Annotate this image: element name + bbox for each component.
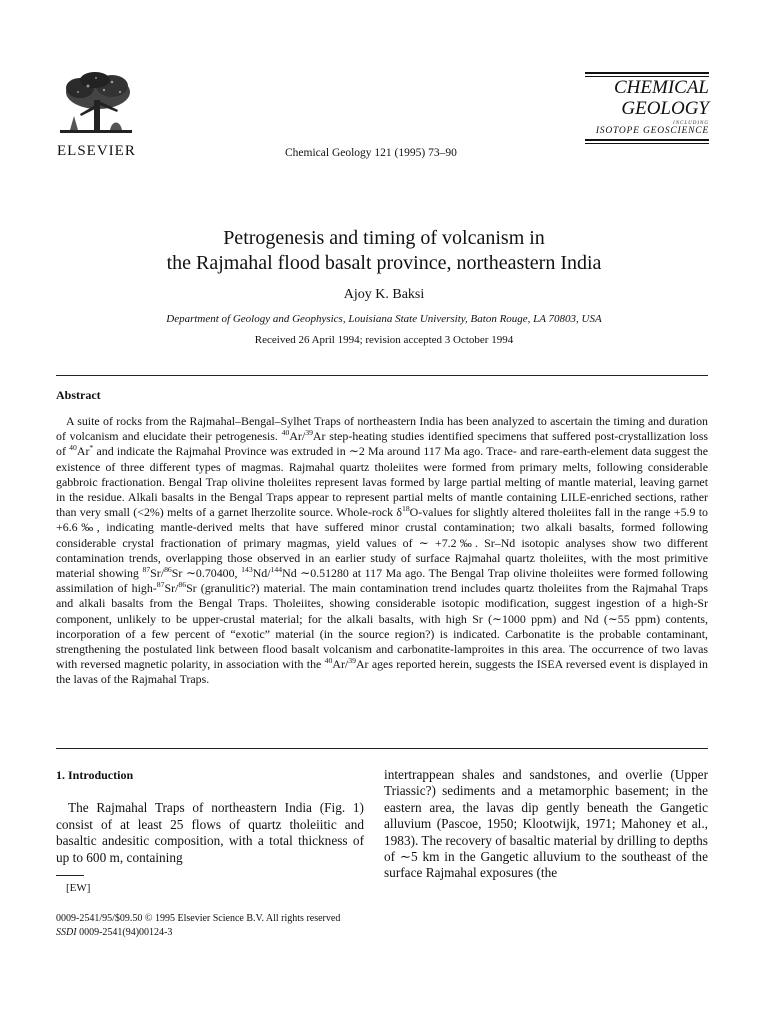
isotope-mass: 39 xyxy=(305,428,313,438)
masthead-rule-bottom xyxy=(585,139,709,141)
abstract-text: Sr ∼0.70400, xyxy=(171,566,242,581)
isotope-mass: 87 xyxy=(156,580,165,590)
isotope-mass: 18 xyxy=(401,504,410,514)
received-dates: Received 26 April 1994; revision accepted 3 October 1994 xyxy=(254,334,514,346)
abstract-heading: Abstract xyxy=(56,388,101,402)
isotope-mass: 39 xyxy=(348,656,356,666)
abstract-text: Ar step-heating studies identified specimens that suffered post-crystallization loss of xyxy=(56,429,708,459)
abstract-text: O-values for slightly altered tholeiites fall in the range +5.9 to +6.6‰, indicating mantle-derived melts that have suffered minor crustal contamination; two alkali basalts, formed following considerable crystal fractionation of primary magmas, yield values of ∼ +7.2‰. Sr–Nd isotopic analyses show two different contamination trends, overlapping those observed in an earlier study of surface Rajmahal quartz tholeiites, with the most primitive material showing xyxy=(56,505,708,581)
ssdi-label: SSDI xyxy=(56,927,77,938)
journal-including: INCLUDING xyxy=(673,121,709,126)
isotope-mass: 86 xyxy=(164,565,172,575)
journal-title-line2: GEOLOGY xyxy=(621,98,709,119)
abstract-text: Ar/ xyxy=(289,429,306,444)
journal-masthead xyxy=(585,72,709,144)
isotope-mass: 86 xyxy=(178,580,187,590)
isotope-mass: 143 xyxy=(241,565,253,575)
author-affiliation: Department of Geology and Geophysics, Louisiana State University, Baton Rouge, LA 70803, USA xyxy=(166,313,602,325)
intro-column-right: intertrappean shales and sandstones, and overlie (Upper Triassic?) sediments and a metamorphic basement; in the eastern area, the lavas dip gently beneath the Gangetic alluvium (Pascoe, 1950; Klootwijk, 1971; Mahoney et al., 1983). The recovery of basaltic material by drilling to depths of ∼5 km in the Gangetic alluvium to the southeast of the surface Rajmahal exposures (the xyxy=(384,767,708,881)
abstract-text: Nd ∼0.51280 at 117 Ma ago. The Bengal Trap olivine tholeiites were formed following assimilation of high- xyxy=(56,566,708,596)
section-heading-introduction: 1. Introduction xyxy=(56,768,134,782)
journal-title-line1: CHEMICAL xyxy=(614,77,709,98)
abstract-text: Sr/ xyxy=(164,581,179,596)
abstract-text: Sr (granulitic?) material. The main contamination trend includes quartz tholeiites from the Rajmahal Traps and alkali basalts from the Bengal Traps. Tholeiites, showing considerable isotopic modification, suggest ingestion of a high-Sr component, unlikely to be upper-crustal material; for the alkali basalts, with high Sr (∼1000 ppm) and Nd (∼55 ppm) contents, incorporation of a few percent of “exotic” material (in the source region?) is indicated. Carbonatite is the probable contaminant, strengthening the postulated link between flood basalt volcanism and carbonatite-lamproites in this area. The occurrence of two lavas with reversed magnetic polarity, in association with the xyxy=(56,581,709,672)
author-name: Ajoy K. Baksi xyxy=(343,287,425,302)
abstract-text: Nd/ xyxy=(252,566,271,581)
masthead-rule-top xyxy=(585,72,709,74)
article-title-line2: the Rajmahal flood basalt province, northeastern India xyxy=(166,252,602,274)
journal-citation: Chemical Geology 121 (1995) 73–90 xyxy=(285,147,457,159)
publisher-name: ELSEVIER xyxy=(57,143,136,159)
journal-subtitle: ISOTOPE GEOSCIENCE xyxy=(595,126,709,136)
footnote-rule xyxy=(56,875,84,876)
masthead-rule-bottom-thin xyxy=(585,143,709,144)
elsevier-tree-logo xyxy=(50,70,140,142)
isotope-mass: 87 xyxy=(142,565,151,575)
abstract-text: and indicate the Rajmahal Province was extruded in ∼2 Ma around 117 Ma ago. Trace- and rare-earth-element data suggest the existence of three different types of magmas. Rajmahal quartz tholeiites were formed from primary melts, following considerable gabbroic fractionation. Bengal Trap olivine tholeiites represent lavas formed by large partial melting of mantle material, leaving garnet in the residue. Alkali basalts in the Bengal Traps appear to represent partial melts of mantle containing LILE-enriched sections, rather than very small (<2%) melts of a garnet lherzolite source. Whole-rock δ xyxy=(56,444,708,520)
article-title xyxy=(0,226,768,276)
abstract-text: Ar/ xyxy=(332,657,349,672)
intro-column-left: The Rajmahal Traps of northeastern India (Fig. 1) consist of at least 25 flows of quartz tholeiitic and basaltic andesitic composition, with a total thickness of up to 600 m, containing xyxy=(56,800,364,865)
abstract-text: Sr/ xyxy=(150,566,165,581)
article-title-line1: Petrogenesis and timing of volcanism in xyxy=(223,227,545,249)
abstract-body xyxy=(56,414,708,688)
abstract-rule-top xyxy=(56,375,708,376)
isotope-mass: 40 xyxy=(281,428,290,438)
abstract-text: A suite of rocks from the Rajmahal–Bengal–Sylhet Traps of northeastern India has been analyzed to ascertain the timing and duration of volcanism and elucidate their petrogenesis. xyxy=(56,414,708,444)
editor-initials: [EW] xyxy=(66,882,91,894)
abstract-text: Ar ages reported herein, suggests the ISEA reversed event is displayed in the lavas of the Rajmahal Traps. xyxy=(56,657,708,687)
issn-copyright: 0009-2541/95/$09.50 © 1995 Elsevier Science B.V. All rights reserved xyxy=(56,913,341,924)
isotope-mass: 40 xyxy=(324,656,333,666)
ssdi-value: 0009-2541(94)00124-3 xyxy=(76,927,173,938)
isotope-mass: 40 xyxy=(69,443,77,453)
radiogenic-marker: * xyxy=(89,443,94,453)
ssdi-line xyxy=(56,927,172,938)
isotope-mass: 144 xyxy=(270,565,283,575)
abstract-text: Ar xyxy=(76,444,90,459)
abstract-rule-bottom xyxy=(56,748,708,749)
